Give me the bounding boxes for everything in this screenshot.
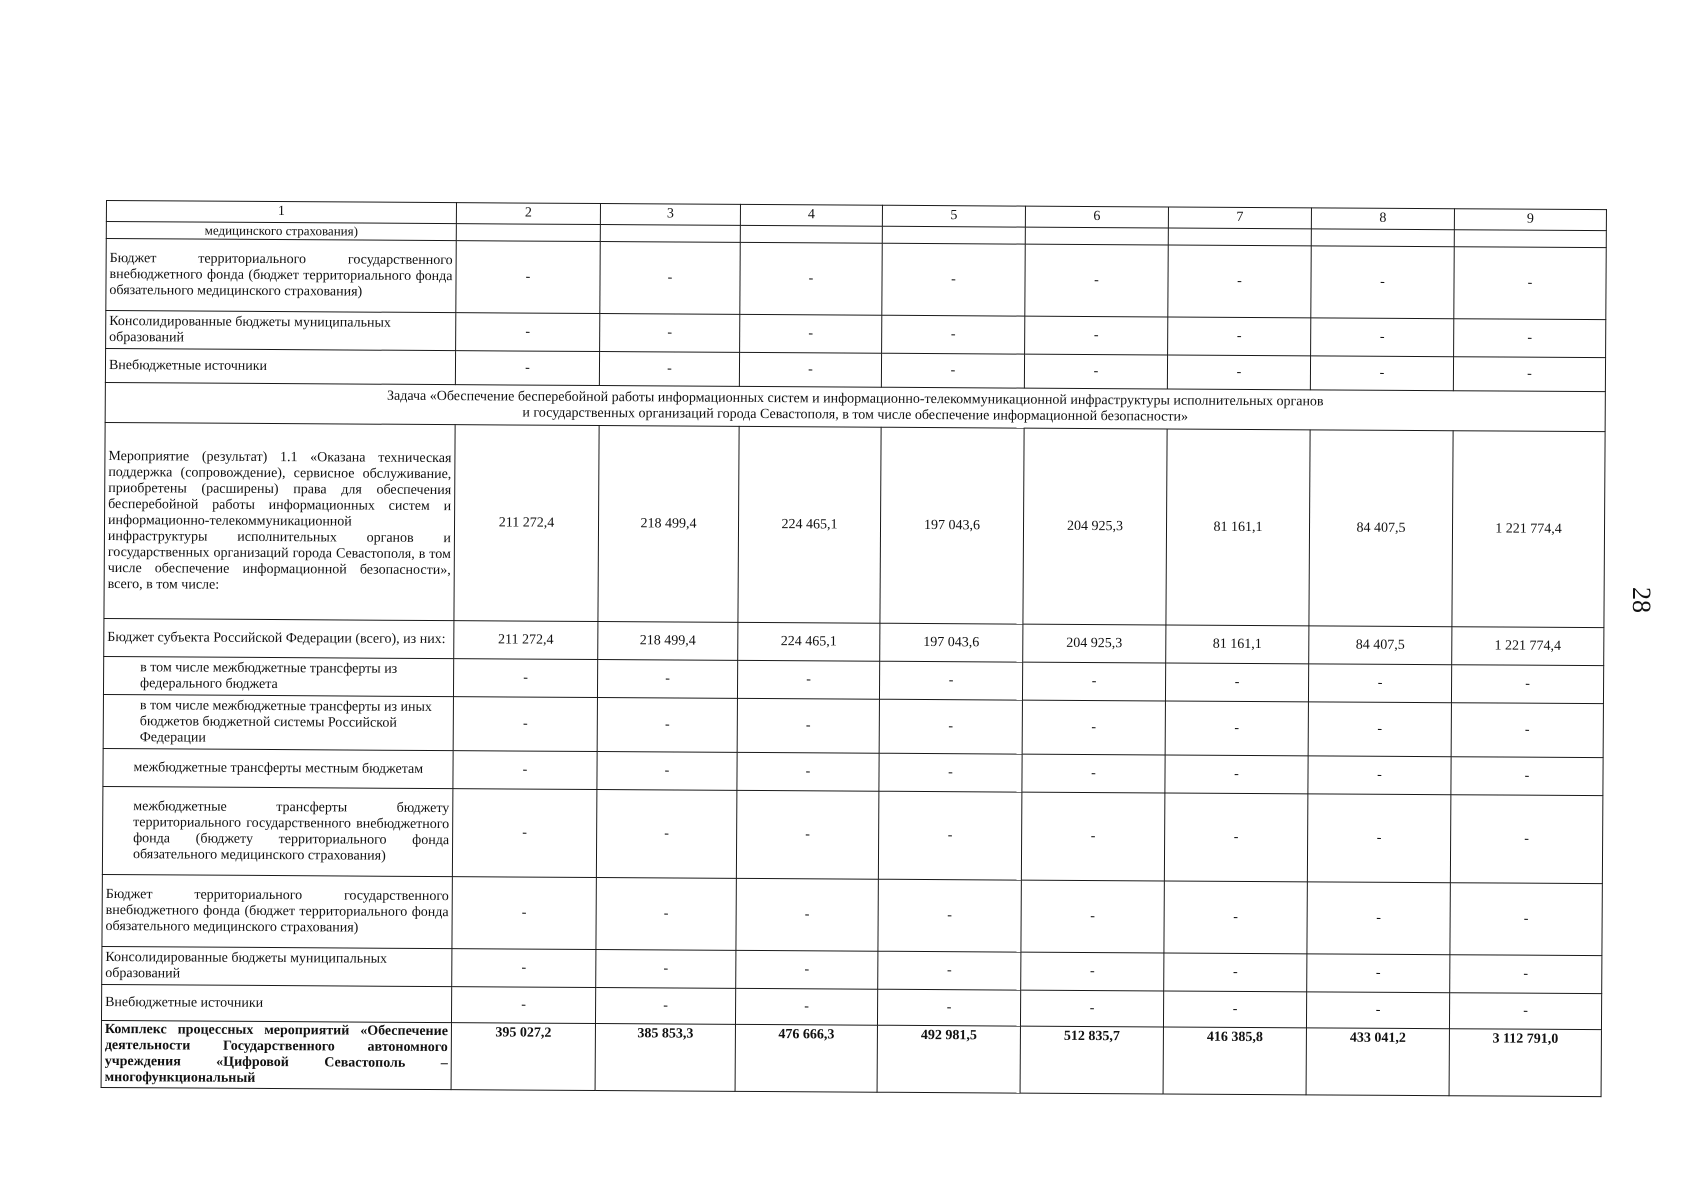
row-value (1025, 227, 1168, 245)
column-header: 9 (1454, 209, 1606, 231)
column-header: 1 (106, 201, 456, 224)
row-value: - (1168, 317, 1311, 356)
row-value: - (1025, 244, 1168, 317)
row-value: 197 043,6 (880, 623, 1023, 662)
row-value: - (453, 697, 597, 752)
row-value: - (1450, 795, 1603, 884)
row-label: Консолидированные бюджеты муниципальных образований (102, 946, 452, 986)
table-row (106, 239, 1606, 320)
task-title-line-2: и государственных организаций города Севастополя, в том числе обеспечение информационной безопасности» (522, 405, 1189, 425)
row-value (600, 225, 740, 243)
column-header: 7 (1168, 207, 1311, 229)
row-value: 81 161,1 (1166, 625, 1309, 664)
row-value: - (1168, 245, 1311, 318)
row-value: - (1022, 662, 1165, 701)
row-value: - (1165, 701, 1308, 756)
row-value: - (595, 988, 735, 1025)
row-value: - (456, 241, 600, 314)
row-value: - (1307, 794, 1451, 883)
page-number: 28 (1627, 587, 1656, 613)
row-value: - (735, 988, 877, 1025)
row-value: - (597, 698, 737, 753)
row-value: - (600, 242, 740, 315)
column-header: 6 (1025, 206, 1168, 228)
row-value: - (452, 877, 596, 950)
row-value: - (455, 351, 599, 386)
row-label: Бюджет территориального государственного внебюджетного фонда (бюджет территориального фонда обязательного медицинского страхования) (102, 874, 452, 948)
row-value: - (452, 789, 597, 878)
row-label: медицинского страхования) (106, 222, 456, 241)
row-value: - (1308, 702, 1451, 757)
row-value: 81 161,1 (1166, 429, 1310, 626)
row-label: межбюджетные трансферты местным бюджетам (103, 748, 453, 788)
row-value: 1 221 774,4 (1452, 431, 1605, 628)
row-value: - (1020, 990, 1163, 1027)
row-value: - (1025, 316, 1168, 355)
row-value: - (451, 987, 595, 1024)
row-value (882, 226, 1025, 244)
row-value (1454, 230, 1606, 248)
row-value: - (1021, 952, 1164, 991)
row-label: Мероприятие (результат) 1.1 «Оказана техническая поддержка (сопровождение), сервисное обслуживание, приобретены (расширены) права для обеспечения бесперебойной работы информационных систем и информационно-телекоммуникационной инфраструктуры исполнительных органов и государственных организаций города Севастополя, в том числе обеспечение информационной безопасности», всего, в том числе: (104, 422, 455, 620)
table-row (102, 874, 1602, 955)
row-label: Бюджет субъекта Российской Федерации (всего), из них: (104, 618, 454, 658)
column-header: 2 (456, 203, 600, 225)
budget-table-sheet (101, 200, 1606, 1097)
row-value: 433 041,2 (1306, 1028, 1449, 1096)
row-value: - (1454, 247, 1606, 320)
row-value: - (736, 878, 878, 951)
row-value: - (600, 314, 740, 353)
row-value: - (1306, 992, 1449, 1029)
column-header: 8 (1311, 208, 1454, 230)
row-value: - (879, 753, 1022, 792)
row-label: Комплекс процессных мероприятий «Обеспечение деятельности Государственного автономного учреждения «Цифровой Севастополь – многофункциональный (101, 1020, 451, 1089)
table-row (103, 694, 1603, 757)
row-value: - (1308, 664, 1451, 703)
row-value: - (878, 951, 1021, 990)
row-value: - (1450, 955, 1602, 994)
row-value: 416 385,8 (1163, 1027, 1306, 1095)
row-value: 395 027,2 (451, 1023, 595, 1091)
row-value: 218 499,4 (598, 622, 738, 661)
row-value: 385 853,3 (595, 1024, 735, 1092)
row-value: 204 925,3 (1023, 428, 1167, 625)
row-label: Внебюджетные источники (101, 984, 451, 1022)
row-value: - (1164, 953, 1307, 992)
row-value: - (597, 752, 737, 791)
table-row (101, 1020, 1601, 1096)
row-value: - (881, 353, 1024, 388)
task-title-line-1: Задача «Обеспечение бесперебойной работы информационных систем и информационно-телекоммуникационной инфраструктуры исполнительных органов (386, 388, 1324, 409)
row-value: 84 407,5 (1309, 626, 1452, 665)
row-value: - (599, 352, 739, 387)
row-value: 512 835,7 (1020, 1026, 1163, 1094)
row-value: - (737, 698, 879, 753)
row-value: - (1164, 881, 1307, 954)
row-value: - (596, 790, 737, 879)
row-value (740, 225, 882, 243)
row-value: - (1451, 665, 1603, 704)
row-value: - (456, 313, 600, 352)
row-value: - (1022, 700, 1165, 755)
row-value: - (1454, 319, 1606, 358)
row-value: 197 043,6 (880, 427, 1024, 624)
row-value: - (1164, 793, 1308, 882)
row-value: - (1450, 883, 1602, 956)
row-value: - (879, 661, 1022, 700)
row-label: межбюджетные трансферты бюджету территориального государственного внебюджетного фонда (бюджету территориального фонда обязательного медицинского страхования) (102, 786, 453, 876)
row-label: Бюджет территориального государственного внебюджетного фонда (бюджет территориального фонда обязательного медицинского страхования) (106, 239, 456, 313)
row-value: - (1024, 354, 1167, 389)
row-value: - (1307, 954, 1450, 993)
row-value: - (879, 699, 1022, 754)
row-value: 204 925,3 (1023, 624, 1166, 663)
row-value: - (1163, 991, 1306, 1028)
budget-table (101, 200, 1607, 1097)
row-value (456, 224, 600, 242)
row-value: - (1022, 754, 1165, 793)
row-value: - (596, 878, 736, 951)
row-value: - (453, 659, 597, 698)
column-header: 4 (740, 204, 882, 226)
row-value: 218 499,4 (598, 426, 739, 623)
row-value: - (1165, 663, 1308, 702)
row-value: 1 221 774,4 (1452, 627, 1604, 666)
row-value: - (1310, 356, 1453, 391)
row-value: - (736, 790, 879, 879)
column-header: 3 (600, 204, 740, 226)
row-value: - (1311, 246, 1454, 319)
row-value: - (1449, 993, 1601, 1030)
row-value: - (878, 879, 1021, 952)
row-value: - (739, 352, 881, 387)
row-value: 3 112 791,0 (1449, 1029, 1601, 1097)
table-row (104, 422, 1605, 627)
row-value: - (453, 751, 597, 790)
row-value: 211 272,4 (454, 621, 598, 660)
row-label: в том числе межбюджетные трансферты из иных бюджетов бюджетной системы Российской Федерации (103, 694, 453, 750)
row-value: 84 407,5 (1309, 430, 1453, 627)
row-value: - (1307, 882, 1450, 955)
row-value: - (1167, 355, 1310, 390)
row-value: - (882, 315, 1025, 354)
row-value: - (1165, 755, 1308, 794)
row-value (1311, 229, 1454, 247)
row-value: - (597, 660, 737, 699)
row-value: 476 666,3 (735, 1024, 877, 1092)
row-value (1168, 228, 1311, 246)
row-value: - (736, 950, 878, 989)
row-label: Внебюджетные источники (105, 349, 455, 385)
row-value: - (877, 989, 1020, 1026)
row-value: 211 272,4 (454, 425, 599, 622)
row-value: 224 465,1 (738, 426, 881, 623)
column-header: 5 (882, 205, 1025, 227)
row-value: - (1311, 318, 1454, 357)
row-value: - (1451, 757, 1603, 796)
row-value: - (882, 243, 1025, 316)
row-value: - (1451, 703, 1603, 758)
row-value: 224 465,1 (738, 622, 880, 661)
row-value: - (1021, 880, 1164, 953)
row-value: - (740, 314, 882, 353)
row-value: - (1021, 792, 1165, 881)
row-value: 492 981,5 (877, 1025, 1020, 1093)
row-label: в том числе межбюджетные трансферты из федерального бюджета (103, 656, 453, 696)
row-value: - (878, 791, 1022, 880)
row-value: - (596, 950, 736, 989)
row-value: - (740, 242, 882, 315)
row-value: - (737, 752, 879, 791)
row-value: - (452, 949, 596, 988)
row-value: - (1453, 357, 1605, 392)
table-row (102, 786, 1603, 883)
row-value: - (737, 660, 879, 699)
row-value: - (1308, 756, 1451, 795)
row-label: Консолидированные бюджеты муниципальных образований (106, 311, 456, 351)
